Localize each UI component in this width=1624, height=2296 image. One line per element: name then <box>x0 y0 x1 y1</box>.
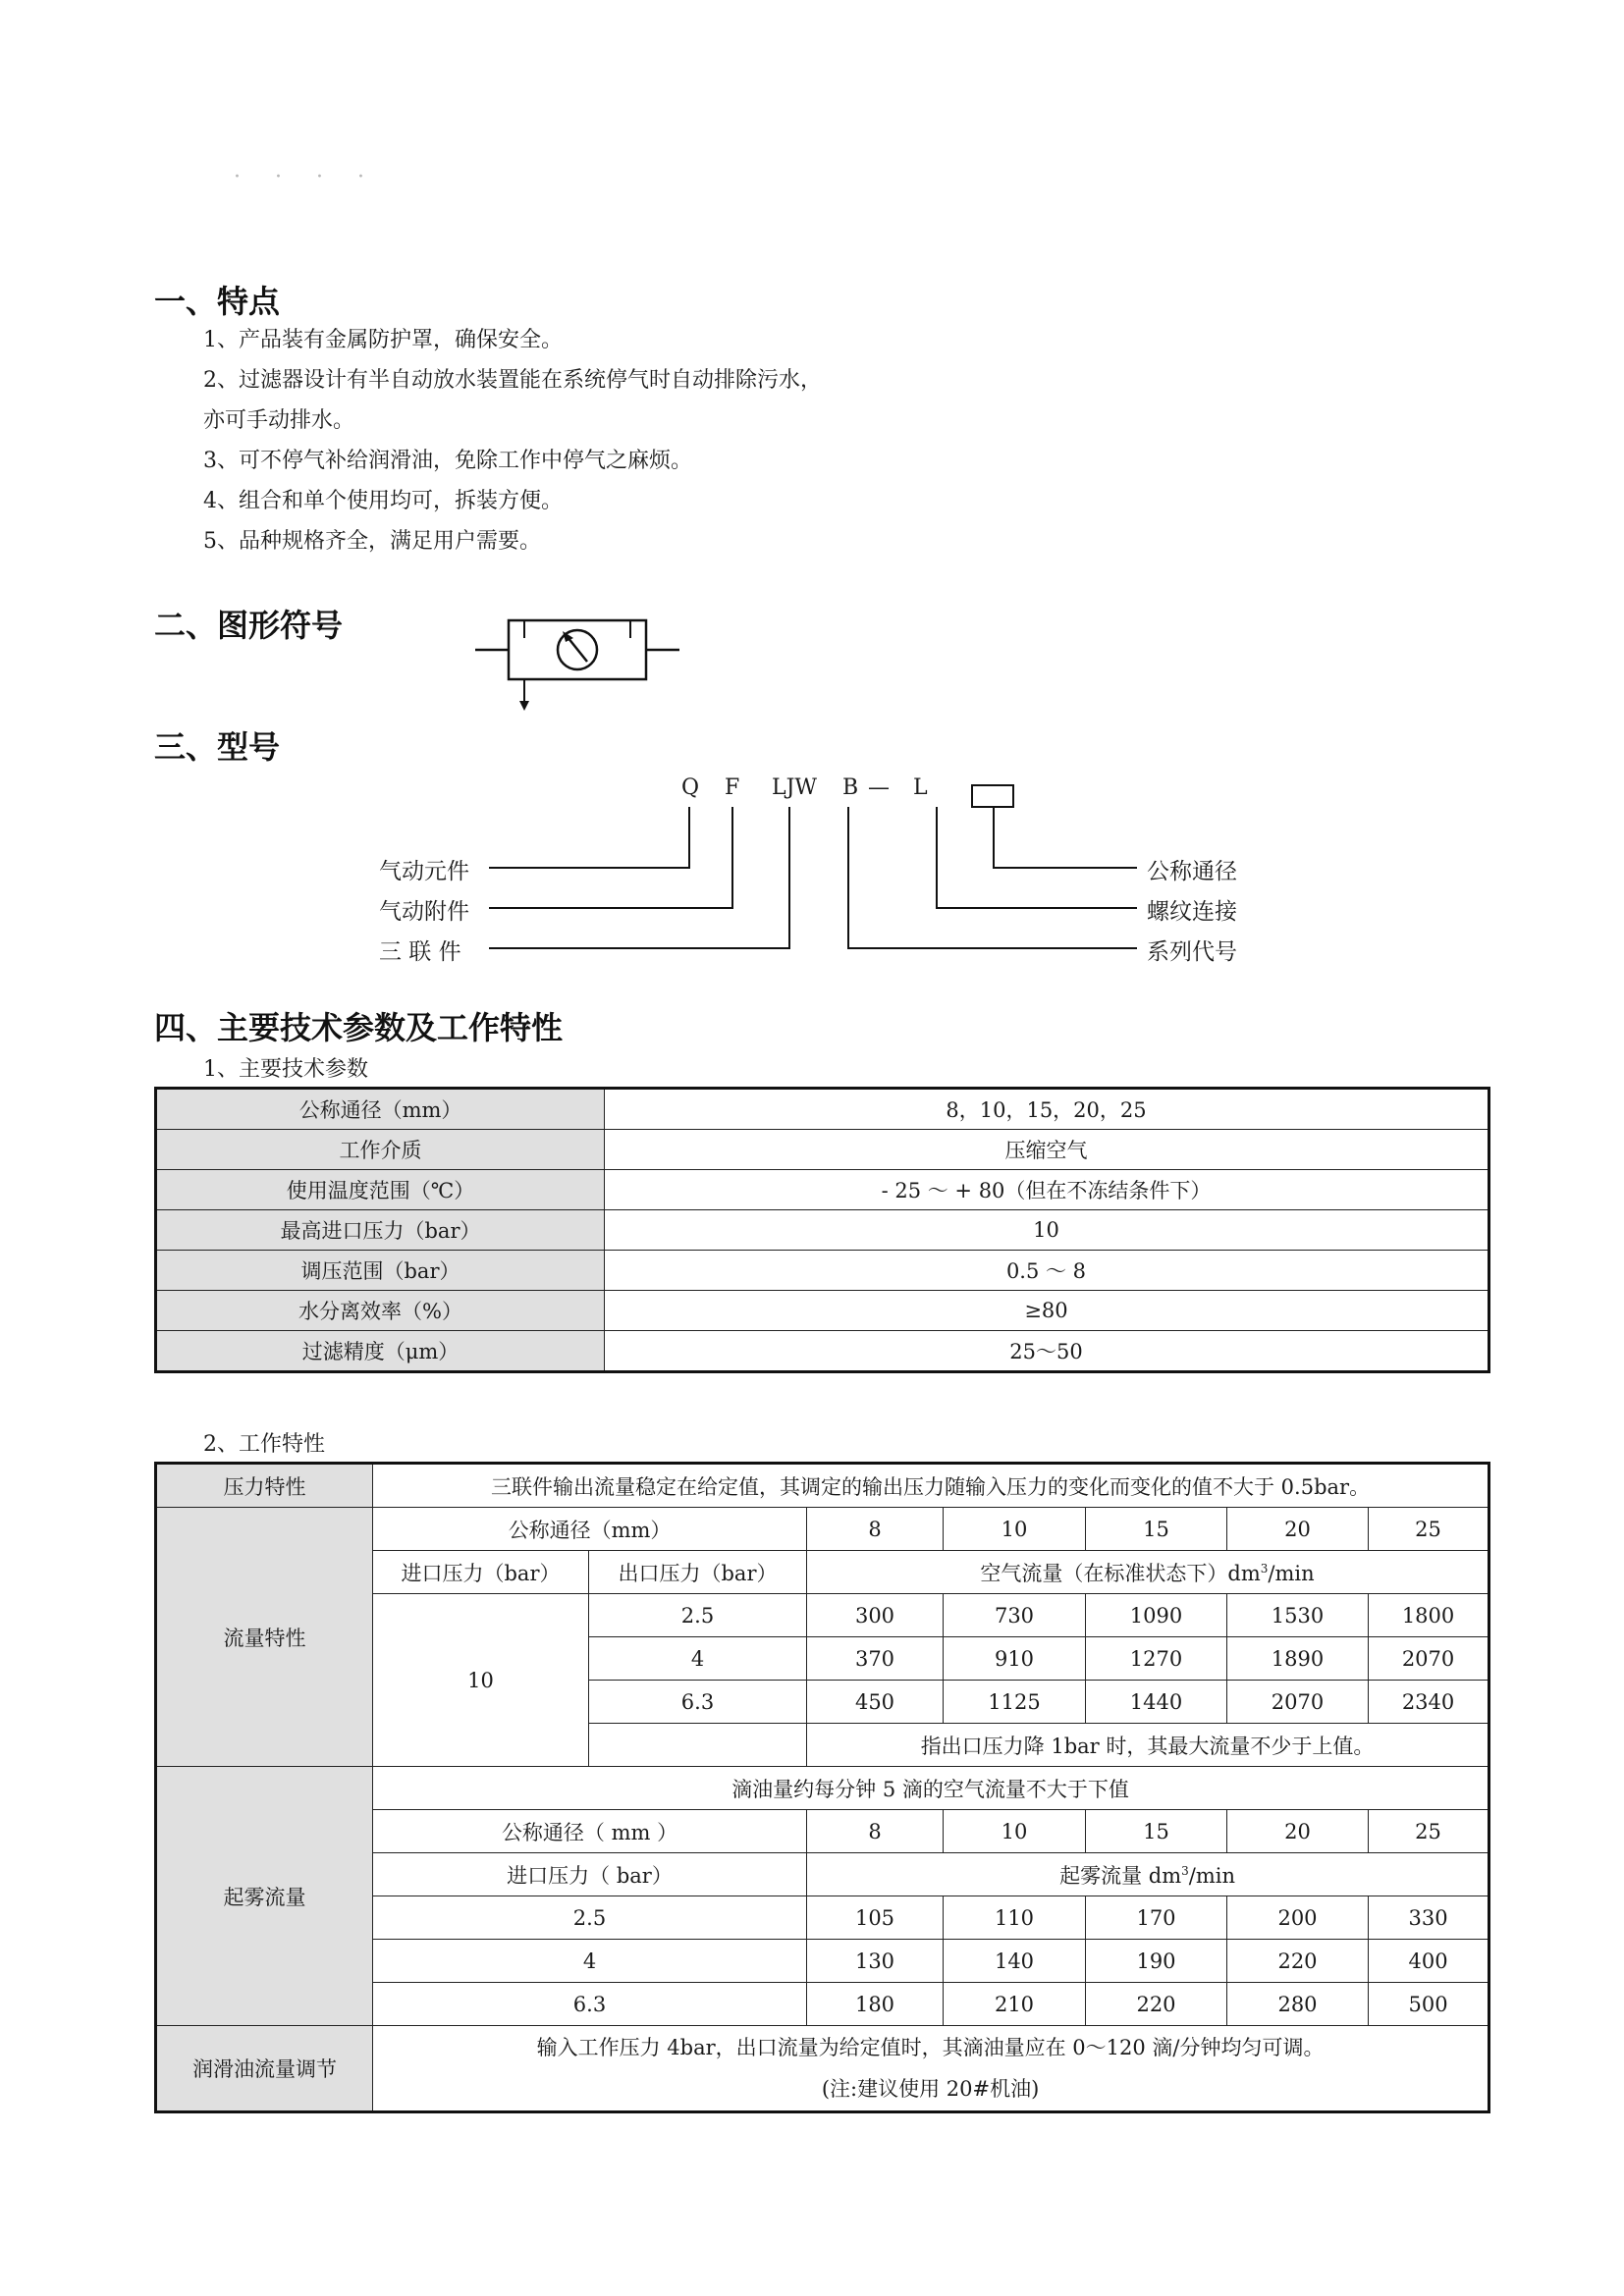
flow-value: 1090 <box>1086 1594 1227 1637</box>
model-code-ljw: LJW <box>772 775 818 800</box>
param-label: 过滤精度（μm） <box>156 1331 605 1372</box>
flow-value: 1800 <box>1369 1594 1489 1637</box>
flow-value: 1125 <box>944 1681 1086 1724</box>
feature-item: 5、品种规格齐全，满足用户需要。 <box>203 529 541 554</box>
section-title-specs: 四、主要技术参数及工作特性 <box>154 1009 564 1046</box>
model-code-b: B <box>842 775 859 800</box>
table-row <box>156 1331 1489 1372</box>
mist-value: 180 <box>807 1983 944 2026</box>
model-label-pneumatic-element: 气动元件 <box>379 859 469 884</box>
model-label-thread-connection: 螺纹连接 <box>1147 899 1237 925</box>
model-code-dash: — <box>868 775 890 800</box>
flow-outlet-label: 出口压力（bar） <box>589 1551 807 1594</box>
param-label: 调压范围（bar） <box>156 1251 605 1291</box>
airflow-label: 空气流量（在标准状态下）$dm^3/\min$ <box>807 1551 1489 1594</box>
working-characteristics-table <box>154 1462 1490 2113</box>
mist-size: 15 <box>1086 1810 1227 1853</box>
table-row <box>156 1767 1489 1810</box>
mist-value: 500 <box>1369 1983 1489 2026</box>
mist-value: 170 <box>1086 1896 1227 1940</box>
mist-value: 110 <box>944 1896 1086 1940</box>
flow-note: 指出口压力降 1bar 时，其最大流量不少于上值。 <box>807 1724 1489 1767</box>
flow-size: 8 <box>807 1508 944 1551</box>
param-value: 25～50 <box>605 1331 1489 1372</box>
param-label: 水分离效率（%） <box>156 1291 605 1331</box>
model-code-f: F <box>725 775 740 800</box>
flow-value: 1270 <box>1086 1637 1227 1681</box>
mist-inlet-label: 进口压力（ bar） <box>373 1853 807 1896</box>
section-title-model: 三、型号 <box>154 728 281 766</box>
flow-value: 370 <box>807 1637 944 1681</box>
mist-flow-label: 起雾流量 $dm^3/\min$ <box>807 1853 1489 1896</box>
table-row <box>156 1251 1489 1291</box>
mist-size: 20 <box>1227 1810 1369 1853</box>
mist-inlet: 4 <box>373 1940 807 1983</box>
main-params-table <box>154 1087 1490 1373</box>
flow-value: 1440 <box>1086 1681 1227 1724</box>
feature-item: 4、组合和单个使用均可，拆装方便。 <box>203 489 563 513</box>
table-row <box>156 2026 1489 2112</box>
param-value: ≥80 <box>605 1291 1489 1331</box>
model-connector-lines <box>0 0 1624 982</box>
flow-outlet: 4 <box>589 1637 807 1681</box>
param-value: 压缩空气 <box>605 1130 1489 1170</box>
param-value: 0.5 ～ 8 <box>605 1251 1489 1291</box>
mist-value: 210 <box>944 1983 1086 2026</box>
feature-item: 亦可手动排水。 <box>203 408 355 433</box>
subtitle-main-params: 1、主要技术参数 <box>203 1057 368 1082</box>
model-code-q: Q <box>681 775 700 800</box>
param-value: 8，10，15，20，25 <box>605 1089 1489 1130</box>
mist-inlet: 6.3 <box>373 1983 807 2026</box>
flow-value: 910 <box>944 1637 1086 1681</box>
mist-title: 滴油量约每分钟 5 滴的空气流量不大于下值 <box>373 1767 1489 1810</box>
table-row <box>156 1170 1489 1210</box>
param-value: - 25 ～ + 80（但在不冻结条件下） <box>605 1170 1489 1210</box>
table-row <box>156 1210 1489 1251</box>
feature-item: 2、过滤器设计有半自动放水装置能在系统停气时自动排除污水， <box>203 368 822 393</box>
mist-value: 200 <box>1227 1896 1369 1940</box>
mist-value: 140 <box>944 1940 1086 1983</box>
mist-inlet: 2.5 <box>373 1896 807 1940</box>
flow-inlet-value: 10 <box>373 1594 589 1767</box>
flow-size: 20 <box>1227 1508 1369 1551</box>
table-row <box>156 1089 1489 1130</box>
param-label: 最高进口压力（bar） <box>156 1210 605 1251</box>
flow-empty-cell <box>589 1724 807 1767</box>
lubrication-text: 输入工作压力 4bar，出口流量为给定值时，其滴油量应在 0～120 滴/分钟均匀可调。 <box>536 2036 1325 2059</box>
model-code-l: L <box>913 775 928 800</box>
model-label-series-code: 系列代号 <box>1147 939 1237 965</box>
model-label-pneumatic-accessory: 气动附件 <box>379 899 469 925</box>
flow-value: 1530 <box>1227 1594 1369 1637</box>
param-label: 使用温度范围（℃） <box>156 1170 605 1210</box>
mist-value: 280 <box>1227 1983 1369 2026</box>
mist-value: 220 <box>1086 1983 1227 2026</box>
mist-value: 105 <box>807 1896 944 1940</box>
flow-label: 流量特性 <box>156 1508 373 1767</box>
lubrication-label: 润滑油流量调节 <box>156 2026 373 2112</box>
mist-value: 330 <box>1369 1896 1489 1940</box>
param-label: 公称通径（mm） <box>156 1089 605 1130</box>
mist-value: 130 <box>807 1940 944 1983</box>
flow-value: 450 <box>807 1681 944 1724</box>
mist-size: 10 <box>944 1810 1086 1853</box>
flow-outlet: 2.5 <box>589 1594 807 1637</box>
lubrication-cell <box>373 2026 1489 2112</box>
feature-item: 3、可不停气补给润滑油，免除工作中停气之麻烦。 <box>203 449 692 473</box>
flow-inlet-label: 进口压力（bar） <box>373 1551 589 1594</box>
section-title-features: 一、特点 <box>154 283 281 320</box>
mist-size: 8 <box>807 1810 944 1853</box>
flow-size: 10 <box>944 1508 1086 1551</box>
section-title-symbol: 二、图形符号 <box>154 607 344 644</box>
subtitle-working-characteristics: 2、工作特性 <box>203 1432 325 1457</box>
mist-size: 25 <box>1369 1810 1489 1853</box>
model-label-triple-unit: 三 联 件 <box>379 939 461 965</box>
table-row <box>156 1508 1489 1551</box>
mist-value: 400 <box>1369 1940 1489 1983</box>
flow-value: 2340 <box>1369 1681 1489 1724</box>
table-row <box>156 1291 1489 1331</box>
pressure-text: 三联件输出流量稳定在给定值，其调定的输出压力随输入压力的变化而变化的值不大于 0.5bar。 <box>373 1464 1489 1508</box>
feature-item: 1、产品装有金属防护罩，确保安全。 <box>203 328 563 352</box>
faint-header-mark: · · · · <box>234 165 378 189</box>
model-label-nominal-bore: 公称通径 <box>1147 859 1237 884</box>
mist-label: 起雾流量 <box>156 1767 373 2026</box>
flow-nominal-label: 公称通径（mm） <box>373 1508 807 1551</box>
lubrication-note: (注:建议使用 20#机油) <box>821 2077 1040 2101</box>
pressure-label: 压力特性 <box>156 1464 373 1508</box>
flow-value: 300 <box>807 1594 944 1637</box>
param-label: 工作介质 <box>156 1130 605 1170</box>
mist-nominal-label: 公称通径（ mm ） <box>373 1810 807 1853</box>
flow-size: 25 <box>1369 1508 1489 1551</box>
flow-value: 2070 <box>1369 1637 1489 1681</box>
flow-value: 1890 <box>1227 1637 1369 1681</box>
param-value: 10 <box>605 1210 1489 1251</box>
table-row <box>156 1464 1489 1508</box>
table-row <box>156 1130 1489 1170</box>
flow-value: 730 <box>944 1594 1086 1637</box>
mist-value: 190 <box>1086 1940 1227 1983</box>
flow-size: 15 <box>1086 1508 1227 1551</box>
flow-value: 2070 <box>1227 1681 1369 1724</box>
flow-outlet: 6.3 <box>589 1681 807 1724</box>
mist-value: 220 <box>1227 1940 1369 1983</box>
